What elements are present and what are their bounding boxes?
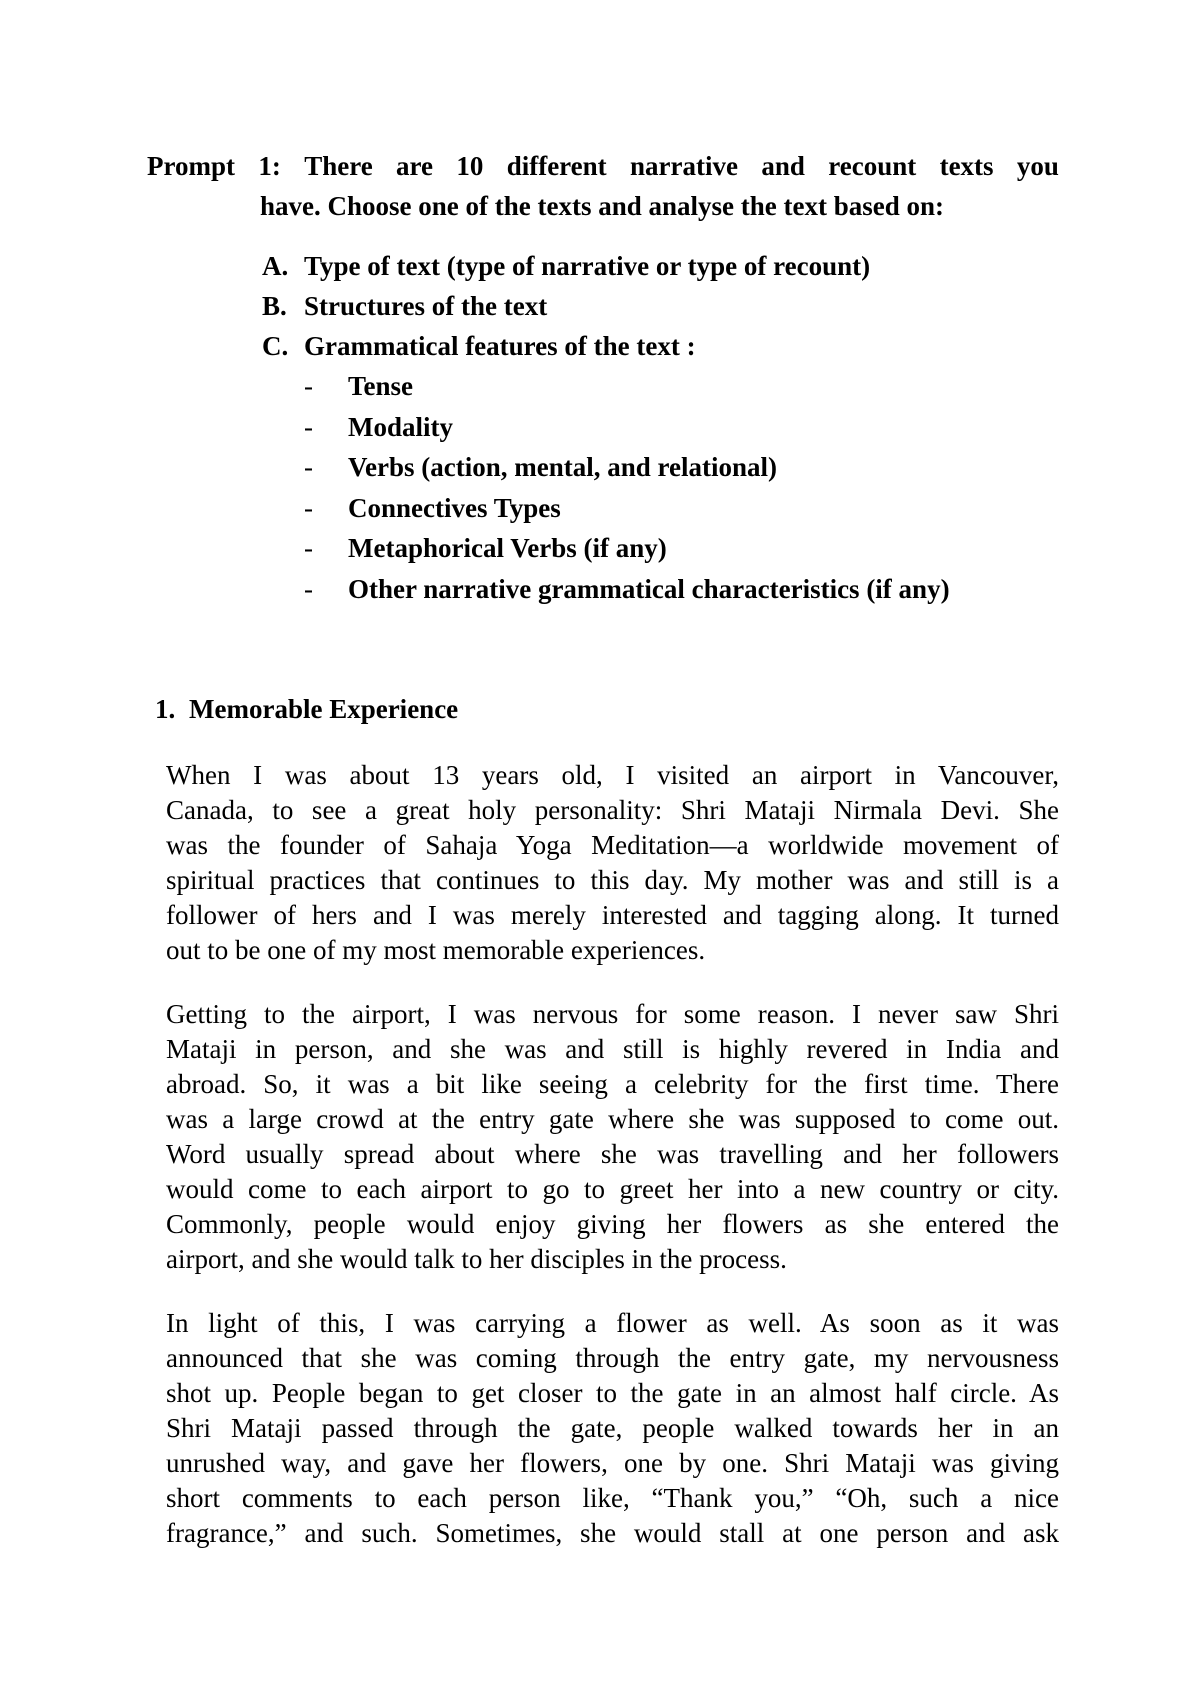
feature-text: Tense <box>348 371 414 401</box>
paragraph-line: was the founder of Sahaja Yoga Meditation—a worldwide movement of <box>166 830 1059 860</box>
feature-text: Modality <box>348 411 453 442</box>
list-marker: B. <box>262 291 287 321</box>
prompt-line-1 <box>147 146 1059 186</box>
paragraph-line: would come to each airport to go to greet her into a new country or city. <box>166 1174 1059 1204</box>
criteria-text: Type of text (type of narrative or type of recount) <box>304 251 871 281</box>
prompt-block <box>147 146 1059 226</box>
section-number: 1. <box>155 694 176 724</box>
feature-text: Verbs (action, mental, and relational) <box>348 452 777 482</box>
feature-item <box>304 366 950 407</box>
paragraph-line: In light of this, I was carrying a flower as well. As soon as it was <box>166 1308 1059 1338</box>
criteria-list <box>262 246 870 366</box>
prompt-word: recount <box>828 151 917 181</box>
paragraph-line: follower of hers and I was merely interested and tagging along. It turned <box>166 900 1059 930</box>
prompt-word: and <box>761 151 805 181</box>
criteria-text: Structures of the text <box>304 291 548 321</box>
section-title: Memorable Experience <box>189 694 459 724</box>
feature-item <box>304 569 950 610</box>
paragraph-line: shot up. People began to get closer to the gate in an almost half circle. As <box>166 1378 1059 1408</box>
prompt-word: 10 <box>456 151 484 181</box>
paragraph-line: Word usually spread about where she was travelling and her followers <box>166 1139 1059 1169</box>
dash-marker: - <box>304 573 313 604</box>
paragraph-line: was a large crowd at the entry gate where she was supposed to come out. <box>166 1104 1059 1134</box>
paragraph-line: abroad. So, it was a bit like seeing a celebrity for the first time. There <box>166 1069 1059 1099</box>
paragraph-line: Mataji in person, and she was and still is highly revered in India and <box>166 1034 1059 1064</box>
feature-item <box>304 488 950 529</box>
dash-marker: - <box>304 492 313 523</box>
dash-marker: - <box>304 452 313 482</box>
prompt-line-2: have. Choose one of the texts and analyse the text based on: <box>260 191 944 221</box>
paragraph-line: out to be one of my most memorable experiences. <box>166 935 706 965</box>
paragraph <box>166 997 1059 1277</box>
prompt-word: Prompt <box>147 151 235 181</box>
paragraph-line: unrushed way, and gave her flowers, one by one. Shri Mataji was giving <box>166 1448 1059 1478</box>
section-heading <box>155 689 458 729</box>
paragraph-line: spiritual practices that continues to this day. My mother was and still is a <box>166 865 1059 895</box>
paragraph-line: announced that she was coming through the entry gate, my nervousness <box>166 1343 1059 1373</box>
paragraph-line: short comments to each person like, “Thank you,” “Oh, such a nice <box>166 1483 1059 1513</box>
paragraph <box>166 1306 1059 1551</box>
feature-item <box>304 447 950 488</box>
feature-item <box>304 528 950 569</box>
dash-marker: - <box>304 411 313 442</box>
prompt-word: narrative <box>630 151 738 181</box>
prompt-word: There <box>304 151 373 181</box>
list-marker: C. <box>262 331 289 361</box>
prompt-word: 1: <box>258 151 281 181</box>
paragraph-line: Getting to the airport, I was nervous for some reason. I never saw Shri <box>166 999 1059 1029</box>
paragraph <box>166 758 1059 968</box>
criteria-item <box>262 326 870 366</box>
feature-text: Connectives Types <box>348 492 561 523</box>
paragraph-line: Canada, to see a great holy personality: Shri Mataji Nirmala Devi. She <box>166 795 1059 825</box>
feature-item <box>304 407 950 448</box>
prompt-word: texts <box>939 151 994 181</box>
dash-marker: - <box>304 371 313 401</box>
criteria-item <box>262 246 870 286</box>
prompt-word: you <box>1016 151 1059 181</box>
feature-text: Other narrative grammatical characteristics (if any) <box>348 573 950 604</box>
grammatical-features-list <box>304 366 950 609</box>
paragraph-line: Commonly, people would enjoy giving her flowers as she entered the <box>166 1209 1059 1239</box>
paragraph-line: fragrance,” and such. Sometimes, she would stall at one person and ask <box>166 1518 1059 1548</box>
prompt-word: are <box>396 151 434 181</box>
paragraph-line: Shri Mataji passed through the gate, people walked towards her in an <box>166 1413 1059 1443</box>
list-marker: A. <box>262 251 289 281</box>
paragraph-line: airport, and she would talk to her disciples in the process. <box>166 1244 787 1274</box>
paragraph-line: When I was about 13 years old, I visited an airport in Vancouver, <box>166 760 1059 790</box>
feature-text: Metaphorical Verbs (if any) <box>348 533 667 563</box>
dash-marker: - <box>304 533 313 563</box>
criteria-text: Grammatical features of the text : <box>304 331 696 361</box>
criteria-item <box>262 286 870 326</box>
prompt-word: different <box>506 151 607 181</box>
